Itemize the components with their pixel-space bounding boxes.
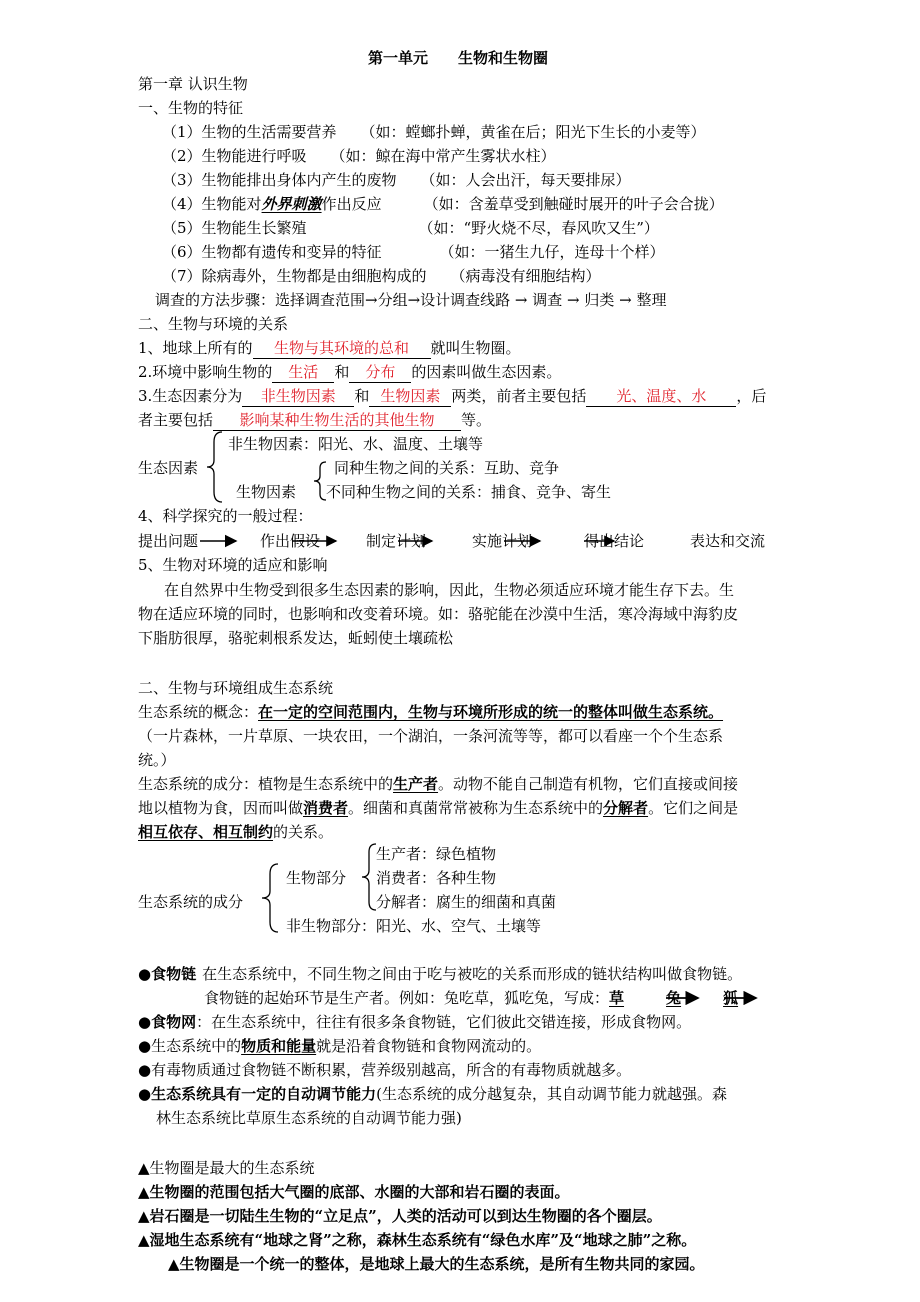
trait-2: （2）生物能进行呼吸 （如：鲸在海中常产生雾状水柱） [162, 147, 556, 165]
ecosystem-examples-2: 统。） [138, 751, 176, 769]
step-4: 实施计划 [472, 532, 533, 550]
components-para-1: 生态系统的成分：植物是生态系统中的生产者。动物不能自己制造有机物，它们直接或间接 [138, 775, 739, 793]
biosphere-fact-4: ▲湿地生态系统有“地球之肾”之称，森林生态系统有“绿色水库”及“地球之肺”之称。 [138, 1231, 697, 1249]
trait-4: （4）生物能对外界刺激作出反应 （如：含羞草受到触碰时展开的叶子会合拢） [162, 195, 724, 213]
line-factor-types: 3.生态因素分为 非生物因素 和 生物因素 两类，前者主要包括 光、温度、水 ，后 [138, 387, 767, 405]
energy-flow: ●生态系统中的物质和能量就是沿着食物链和食物网流动的。 [138, 1037, 542, 1055]
section3-heading: 二、生物与环境组成生态系统 [138, 679, 334, 697]
step-3: 制定计划 [366, 532, 427, 550]
adapt-heading: 5、生物对环境的适应和影响 [138, 556, 328, 574]
page-title: 第一单元 生物和生物圈 [368, 49, 549, 67]
adapt-para-2: 物在适应环境的同时，也影响和改变着环境。如：骆驼能在沙漠中生活，寒冷海域中海豹皮 [138, 605, 739, 623]
biotic-factor-label: 生物因素 [236, 483, 297, 501]
decomposer-item: 分解者：腐生的细菌和真菌 [376, 893, 557, 911]
consumer-item: 消费者：各种生物 [376, 869, 497, 887]
components-label: 生态系统的成分 [138, 893, 244, 911]
components-para-3: 相互依存、相互制约的关系。 [138, 823, 334, 841]
inquiry-heading: 4、科学探究的一般过程： [138, 507, 313, 525]
step-5: 得出结论 [584, 532, 645, 550]
food-chain-definition: ●食物链 在生态系统中，不同生物之间由于吃与被吃的关系而形成的链状结构叫做食物链。 [138, 965, 743, 983]
trait-3: （3）生物能排出身体内产生的废物 （如：人会出汗，每天要排尿） [162, 171, 631, 189]
biosphere-fact-5: ▲生物圈是一个统一的整体，是地球上最大的生态系统，是所有生物共同的家园。 [168, 1255, 705, 1273]
line-eco-factors: 2.环境中影响生物的 生活 和 分布 的因素叫做生态因素。 [138, 363, 562, 381]
producer-item: 生产者：绿色植物 [376, 845, 497, 863]
biotic-part-label: 生物部分 [286, 869, 347, 887]
inquiry-arrows [0, 0, 920, 600]
trait-7: （7）除病毒外，生物都是由细胞构成的 （病毒没有细胞结构） [162, 267, 601, 285]
food-web-definition: ●食物网：在生态系统中，往往有很多条食物链，它们彼此交错连接，形成食物网。 [138, 1013, 692, 1031]
ecosystem-examples-1: （一片森林，一片草原、一块农田，一个湖泊，一条河流等等，都可以看座一个个生态系 [138, 727, 724, 745]
trait-1: （1）生物的生活需要营养 （如：螳螂扑蝉，黄雀在后；阳光下生长的小麦等） [162, 123, 706, 141]
toxin-accumulation: ●有毒物质通过食物链不断积累，营养级别越高，所含的有毒物质就越多。 [138, 1061, 632, 1079]
chapter-title: 第一章 认识生物 [138, 75, 248, 93]
adapt-para-3: 下脂肪很厚，骆驼刺根系发达，蚯蚓使土壤疏松 [138, 629, 454, 647]
food-chain-arrows [0, 980, 920, 1010]
trait-5: （5）生物能生长繁殖 （如：“野火烧不尽，春风吹又生”） [162, 219, 659, 237]
components-para-2: 地以植物为食，因而叫做消费者。细菌和真菌常常被称为生态系统中的分解者。它们之间是 [138, 799, 739, 817]
biosphere-fact-1: ▲生物圈是最大的生态系统 [138, 1159, 315, 1177]
self-regulation-2: 林生态系统比草原生态系统的自动调节能力强) [156, 1109, 462, 1127]
components-brace [258, 862, 282, 934]
eco-factor-label: 生态因素 [138, 459, 199, 477]
food-chain-example: 食物链的起始环节是生产者。例如：兔吃草，狐吃兔，写成：草 兔 狐 [204, 989, 739, 1007]
trait-6: （6）生物都有遗传和变异的特征 （如：一猪生九仔，连母十个样） [162, 243, 665, 261]
line-biotic-factors: 者主要包括 影响某种生物生活的其他生物 等。 [138, 411, 492, 429]
diff-species-relation: 不同种生物之间的关系：捕食、竞争、寄生 [326, 483, 612, 501]
same-species-relation: 同种生物之间的关系：互助、竞争 [334, 459, 560, 477]
biosphere-fact-2: ▲生物圈的范围包括大气圈的底部、水圈的大部和岩石圈的表面。 [138, 1183, 570, 1201]
survey-steps: 调查的方法步骤：选择调查范围→分组→设计调查线路 → 调查 → 归类 → 整理 [155, 291, 667, 309]
section1-heading: 一、生物的特征 [138, 99, 244, 117]
adapt-para-1: 在自然界中生物受到很多生态因素的影响，因此，生物必须适应环境才能生存下去。生 [164, 581, 735, 599]
ecosystem-concept: 生态系统的概念：在一定的空间范围内，生物与环境所形成的统一的整体叫做生态系统。 [138, 703, 724, 721]
abiotic-part: 非生物部分：阳光、水、空气、土壤等 [286, 917, 542, 935]
self-regulation: ●生态系统具有一定的自动调节能力(生态系统的成分越复杂，其自动调节能力就越强。森 [138, 1085, 727, 1103]
step-2: 作出假设 [260, 532, 321, 550]
section2-heading: 二、生物与环境的关系 [138, 315, 289, 333]
abiotic-factors: 非生物因素：阳光、水、温度、土壤等 [228, 435, 484, 453]
line-biosphere: 1、地球上所有的 生物与其环境的总和 就叫生物圈。 [138, 339, 521, 357]
biosphere-fact-3: ▲岩石圈是一切陆生生物的“立足点”，人类的活动可以到达生物圈的各个圈层。 [138, 1207, 662, 1225]
step-6: 表达和交流 [690, 532, 766, 550]
step-1: 提出问题 [138, 532, 199, 550]
